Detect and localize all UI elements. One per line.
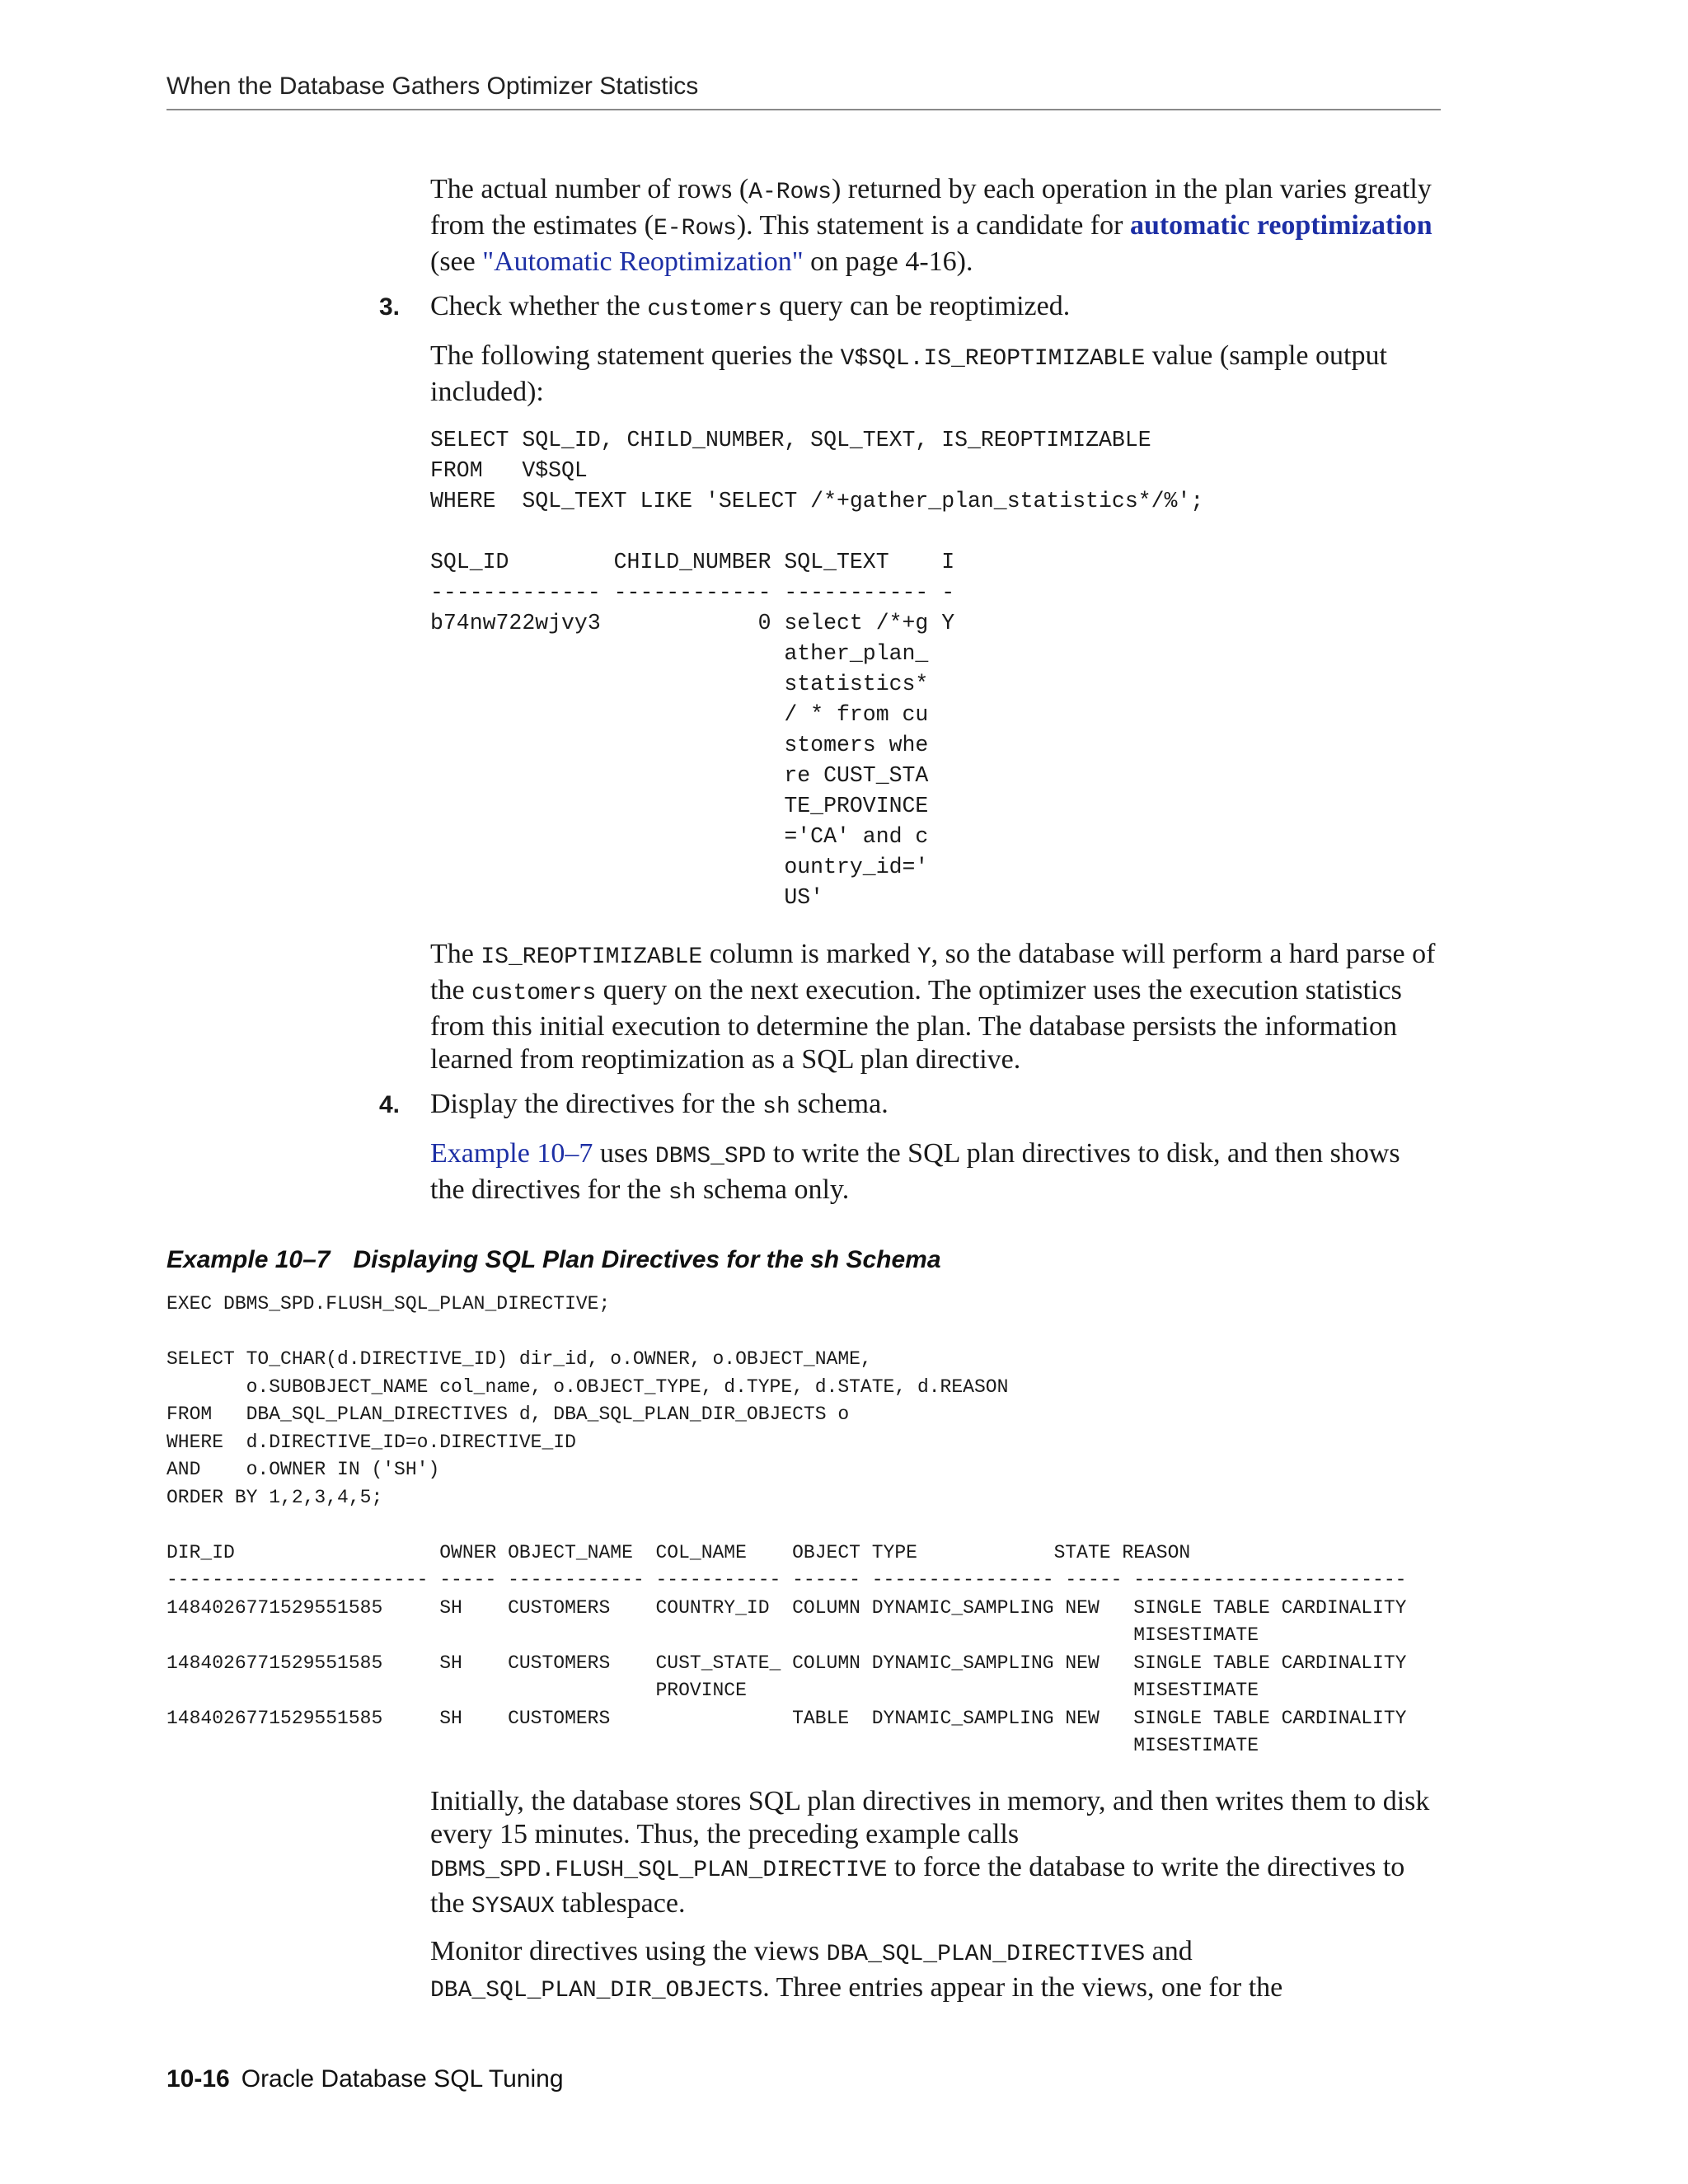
paragraph-monitor <box>430 1935 1441 2008</box>
cross-reference-link[interactable]: "Automatic Reoptimization" <box>482 246 804 277</box>
text: and <box>1145 1936 1193 1966</box>
text: Display the directives for the <box>430 1089 763 1119</box>
page-footer <box>166 2065 564 2093</box>
code-block-reoptimizable: SELECT SQL_ID, CHILD_NUMBER, SQL_TEXT, IS_REOPTIMIZABLE FROM V$SQL WHERE SQL_TEXT LIKE 'SELECT /*+gather_plan_statistics*/%'; SQL_ID CHILD_NUMBER SQL_TEXT I ------------- ------------ ----------- - b74nw722wjvy3 0 select /*+g Y ather_plan_ statistics* / * from cu stomers whe re CUST_STA TE_PROVINCE ='CA' and c ountry_id=' US' <box>430 428 1204 910</box>
text: Initially, the database stores SQL plan directives in memory, and then writes them to disk every 15 minutes. Thus, the preceding example calls <box>430 1786 1430 1849</box>
example-heading <box>166 1246 941 1274</box>
inline-code: Y <box>917 944 931 970</box>
step-3 <box>379 290 1442 326</box>
running-header <box>166 73 1441 110</box>
text: ) returned by each operation in the plan varies greatly from the estimates ( <box>430 174 1432 241</box>
inline-code: DBMS_SPD.FLUSH_SQL_PLAN_DIRECTIVE <box>430 1858 888 1883</box>
text: on page 4-16). <box>803 246 973 277</box>
text: Check whether the <box>430 291 648 321</box>
step-number: 4. <box>379 1091 401 1118</box>
text: schema only. <box>696 1174 850 1205</box>
example-cross-reference-link[interactable]: Example 10–7 <box>430 1138 593 1169</box>
book-title: Oracle Database SQL Tuning <box>241 2065 564 2093</box>
text: , so the database will perform a hard parse of the <box>430 939 1436 1005</box>
inline-code: DBA_SQL_PLAN_DIRECTIVES <box>826 1942 1146 1967</box>
inline-code: E-Rows <box>653 216 737 241</box>
inline-code: customers <box>471 981 597 1006</box>
glossary-term-link[interactable]: automatic reoptimization <box>1129 210 1432 241</box>
inline-code: sh <box>668 1180 696 1206</box>
code-block-example: EXEC DBMS_SPD.FLUSH_SQL_PLAN_DIRECTIVE; SELECT TO_CHAR(d.DIRECTIVE_ID) dir_id, o.OWNER, o.OBJECT_NAME, o.SUBOBJECT_NAME col_name, o.OBJECT_TYPE, d.TYPE, d.STATE, d.REASON FROM DBA_SQL_PLAN_DIRECTIVES d, DBA_SQL_PLAN_DIR_OBJECTS o WHERE d.DIRECTIVE_ID=o.DIRECTIVE_ID AND o.OWNER IN ('SH') ORDER BY 1,2,3,4,5; DIR_ID OWNER OBJECT_NAME COL_NAME OBJECT TYPE STATE REASON ----------------------- ----- ------------ ----------- ------ ---------------- ----- ------------------------ 1484026771529551585 SH CUSTOMERS COUNTRY_ID COLUMN DYNAMIC_SAMPLING NEW SINGLE TABLE CARDINALITY MISESTIMATE 1484026771529551585 SH CUSTOMERS CUST_STATE_ COLUMN DYNAMIC_SAMPLING NEW SINGLE TABLE CARDINALITY PROVINCE MISESTIMATE 1484026771529551585 SH CUSTOMERS TABLE DYNAMIC_SAMPLING NEW SINGLE TABLE CARDINALITY MISESTIMATE <box>166 1293 1407 1756</box>
step-4 <box>379 1088 1442 1124</box>
step-number: 3. <box>379 293 401 321</box>
inline-code: SYSAUX <box>471 1894 555 1919</box>
inline-code: IS_REOPTIMIZABLE <box>481 944 703 970</box>
example-title: Displaying SQL Plan Directives for the sh Schema <box>353 1246 941 1273</box>
text: tablespace. <box>554 1888 686 1919</box>
inline-code: customers <box>647 297 772 322</box>
inline-code: V$SQL.IS_REOPTIMIZABLE <box>840 346 1146 372</box>
running-title: When the Database Gathers Optimizer Statistics <box>166 73 699 100</box>
paragraph-arows <box>430 173 1441 279</box>
text: . Three entries appear in the views, one for the <box>762 1972 1283 2003</box>
text: to write the SQL plan directives to disk, and then shows the directives for the <box>430 1138 1400 1205</box>
text: ). This statement is a candidate for <box>736 210 1130 241</box>
inline-code: DBA_SQL_PLAN_DIR_OBJECTS <box>430 1978 763 2004</box>
page-number: 10-16 <box>166 2065 230 2093</box>
text: uses <box>593 1138 655 1169</box>
text: The actual number of rows ( <box>430 174 749 204</box>
text: to force the database to write the directives to the <box>430 1852 1405 1919</box>
text: Monitor directives using the views <box>430 1936 827 1966</box>
inline-code: A-Rows <box>748 180 832 205</box>
example-number: Example 10–7 <box>166 1246 331 1273</box>
inline-code: sh <box>762 1094 790 1120</box>
paragraph-example-ref <box>430 1137 1441 1210</box>
text: column is marked <box>702 939 917 969</box>
paragraph-queries <box>430 340 1441 409</box>
text: value (sample output included): <box>430 340 1387 407</box>
paragraph-initially <box>430 1785 1441 1924</box>
paragraph-marked <box>430 938 1441 1076</box>
text: query can be reoptimized. <box>771 291 1071 321</box>
inline-code: DBMS_SPD <box>654 1144 767 1169</box>
text: The following statement queries the <box>430 340 841 371</box>
text: The <box>430 939 481 969</box>
text: query on the next execution. The optimizer uses the execution statistics from this initial execution to determine the plan. The database persists the information learned from reoptimization as a SQL plan directive. <box>430 975 1402 1075</box>
text: schema. <box>790 1089 889 1119</box>
text: (see <box>430 246 483 277</box>
